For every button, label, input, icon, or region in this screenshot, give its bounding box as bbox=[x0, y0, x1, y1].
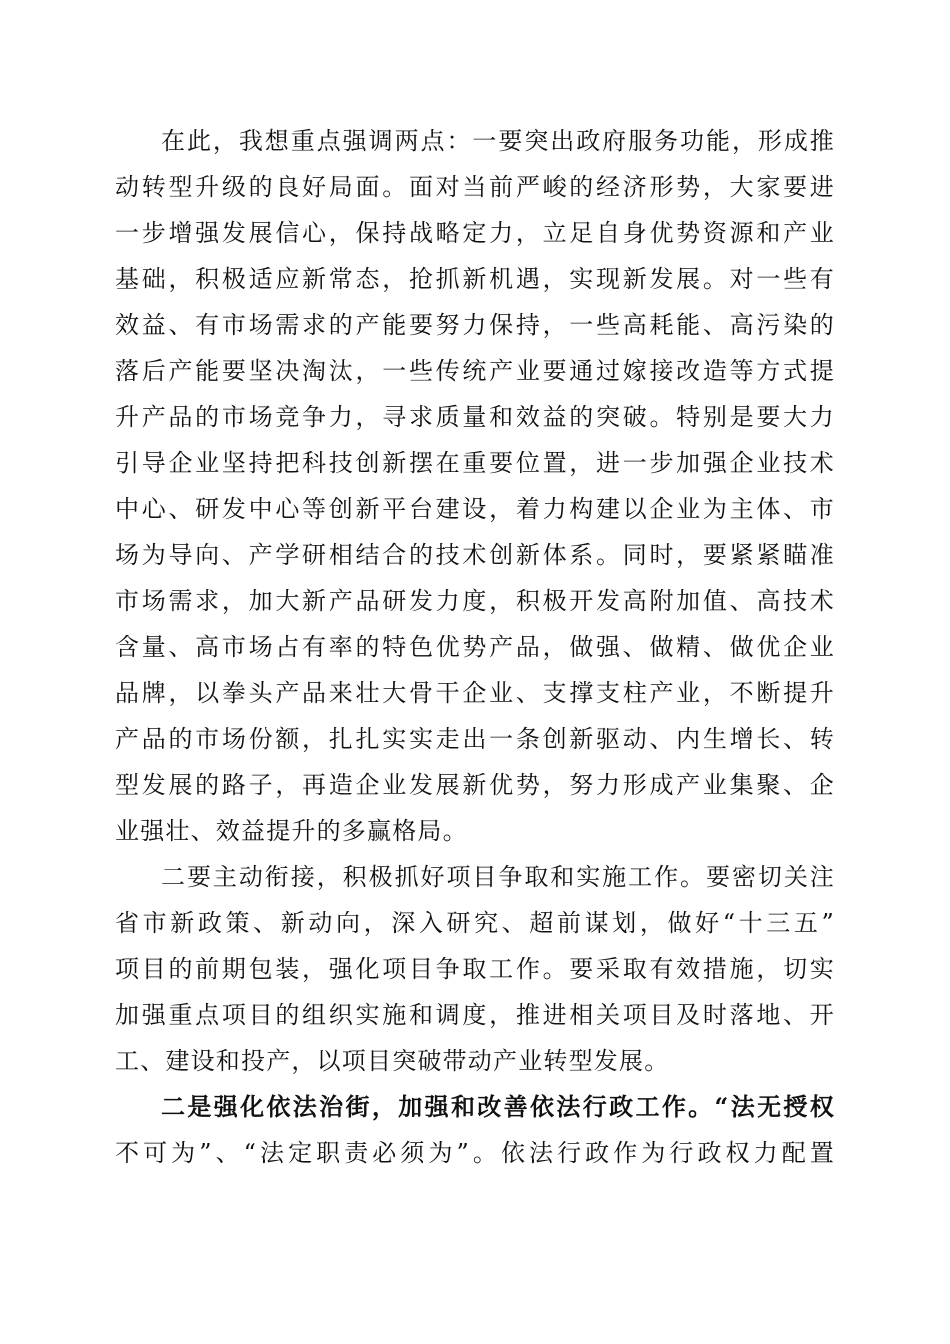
text-line: 产品的市场份额，扎扎实实走出一条创新驱动、内生增长、转 bbox=[115, 725, 835, 753]
text-line: 落后产能要坚决淘汰，一些传统产业要通过嫁接改造等方式提 bbox=[115, 357, 835, 385]
text-line: 市场需求，加大新产品研发力度，积极开发高附加值、高技术 bbox=[115, 587, 835, 615]
text-line: 中心、研发中心等创新平台建设，着力构建以企业为主体、市 bbox=[115, 495, 835, 523]
text-line: 基础，积极适应新常态，抢抓新机遇，实现新发展。对一些有 bbox=[115, 265, 835, 293]
text-line: 二要主动衔接，积极抓好项目争取和实施工作。要密切关注 bbox=[161, 863, 835, 891]
text-line: 型发展的路子，再造企业发展新优势，努力形成产业集聚、企 bbox=[115, 771, 835, 799]
text-line: 升产品的市场竞争力，寻求质量和效益的突破。特别是要大力 bbox=[115, 403, 835, 431]
text-line: 场为导向、产学研相结合的技术创新体系。同时，要紧紧瞄准 bbox=[115, 541, 835, 569]
text-line: 含量、高市场占有率的特色优势产品，做强、做精、做优企业 bbox=[115, 633, 835, 661]
text-line: 不可为”、“法定职责必须为”。依法行政作为行政权力配置 bbox=[115, 1139, 835, 1167]
text-line: 品牌，以拳头产品来壮大骨干企业、支撑支柱产业，不断提升 bbox=[115, 679, 835, 707]
text-line: 省市新政策、新动向，深入研究、超前谋划，做好“十三五” bbox=[115, 909, 835, 937]
text-line: 项目的前期包装，强化项目争取工作。要采取有效措施，切实 bbox=[115, 955, 835, 983]
document-body bbox=[115, 118, 835, 1176]
text-line: 引导企业坚持把科技创新摆在重要位置，进一步加强企业技术 bbox=[115, 449, 835, 477]
text-line: 一步增强发展信心，保持战略定力，立足自身优势资源和产业 bbox=[115, 219, 835, 247]
text-line: 在此，我想重点强调两点：一要突出政府服务功能，形成推 bbox=[161, 127, 835, 155]
paragraph-1 bbox=[115, 118, 835, 854]
text-line: 业强壮、效益提升的多赢格局。 bbox=[115, 817, 468, 845]
text-line: 工、建设和投产，以项目突破带动产业转型发展。 bbox=[115, 1047, 670, 1075]
section-heading-line: 二是强化依法治街，加强和改善依法行政工作。“法无授权 bbox=[161, 1092, 835, 1121]
paragraph-2 bbox=[115, 854, 835, 1084]
text-line: 动转型升级的良好局面。面对当前严峻的经济形势，大家要进 bbox=[115, 173, 835, 201]
paragraph-3 bbox=[115, 1084, 835, 1176]
text-line: 效益、有市场需求的产能要努力保持，一些高耗能、高污染的 bbox=[115, 311, 835, 339]
text-line: 加强重点项目的组织实施和调度，推进相关项目及时落地、开 bbox=[115, 1001, 835, 1029]
